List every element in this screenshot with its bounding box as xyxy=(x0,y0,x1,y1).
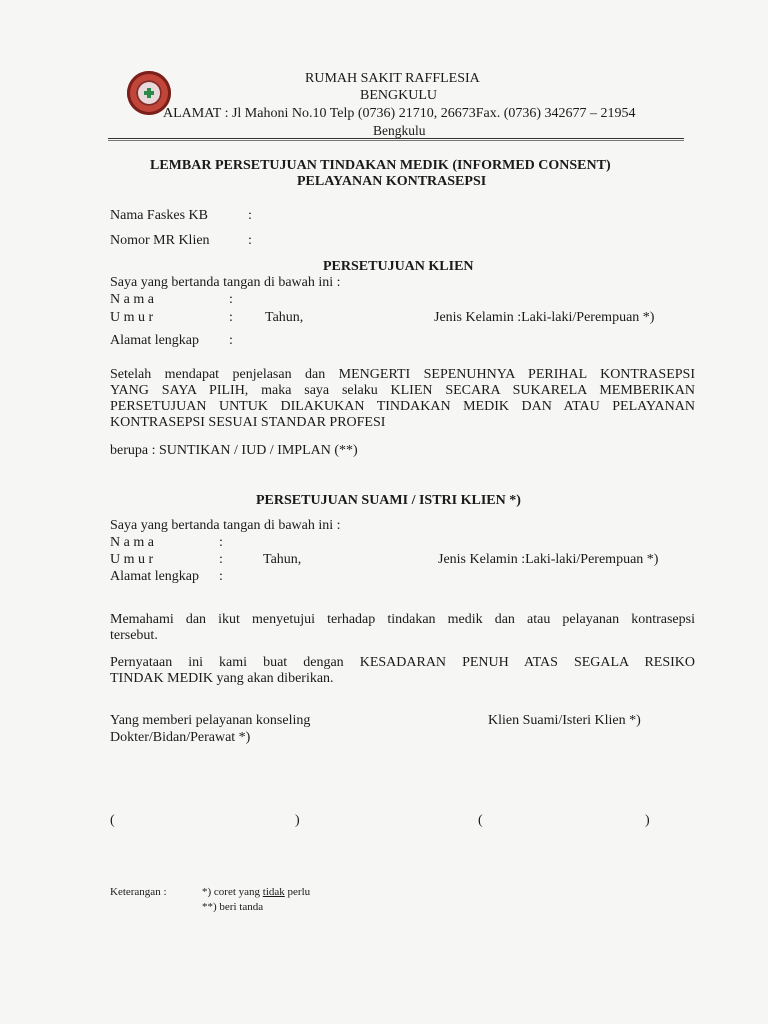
spouse-nama-colon: : xyxy=(219,535,223,550)
signature-left-title: Yang memberi pelayanan konseling xyxy=(110,713,311,728)
field-colon-faskes: : xyxy=(248,208,252,223)
note-1 xyxy=(202,886,310,898)
spouse-alamat-label: Alamat lengkap xyxy=(110,569,200,584)
note-1-underlined: tidak xyxy=(262,886,285,898)
notes-label: Keterangan : xyxy=(110,886,167,898)
spouse-statement-line: Pernyataan ini kami buat dengan KESADARAN PENUH ATAS SEGALA RESIKO xyxy=(110,655,695,670)
document-title: LEMBAR PERSETUJUAN TINDAKAN MEDIK (INFORMED CONSENT) xyxy=(150,158,611,173)
spouse-nama-label: N a m a xyxy=(110,535,154,550)
client-statement-line: PERSETUJUAN UNTUK DILAKUKAN TINDAKAN MEDIK DAN ATAU PELAYANAN xyxy=(110,399,695,414)
signature-left-role: Dokter/Bidan/Perawat *) xyxy=(110,730,251,745)
client-alamat-colon: : xyxy=(229,333,233,348)
header-divider-2 xyxy=(108,140,684,141)
client-nama-label: N a m a xyxy=(110,292,154,307)
signature-right-title: Klien Suami/Isteri Klien *) xyxy=(488,713,641,728)
spouse-statement xyxy=(110,655,695,687)
note-2: **) beri tanda xyxy=(202,901,264,913)
signature-right-close-paren: ) xyxy=(645,813,650,828)
spouse-umur-label: U m u r xyxy=(110,552,154,567)
spouse-tahun: Tahun, xyxy=(263,552,302,567)
hospital-city-2: Bengkulu xyxy=(373,123,426,138)
signature-left-open-paren: ( xyxy=(110,813,115,828)
document-subtitle: PELAYANAN KONTRASEPSI xyxy=(297,174,487,189)
spouse-jenis-kelamin: Jenis Kelamin :Laki-laki/Perempuan *) xyxy=(438,552,659,567)
spouse-understand-line: Memahami dan ikut menyetujui terhadap tindakan medik dan atau pelayanan kontrasepsi xyxy=(110,612,695,627)
signature-left-close-paren: ) xyxy=(295,813,300,828)
client-statement-line: Setelah mendapat penjelasan dan MENGERTI SEPENUHNYA PERIHAL KONTRASEPSI xyxy=(110,367,695,382)
spouse-statement-line: TINDAK MEDIK yang akan diberikan. xyxy=(110,671,334,686)
client-intro: Saya yang bertanda tangan di bawah ini : xyxy=(110,275,341,290)
client-statement-line: KONTRASEPSI SESUAI STANDAR PROFESI xyxy=(110,415,386,430)
client-alamat-label: Alamat lengkap xyxy=(110,333,200,348)
spouse-umur-colon: : xyxy=(219,552,223,567)
spouse-understand xyxy=(110,612,695,644)
spouse-intro: Saya yang bertanda tangan di bawah ini : xyxy=(110,518,341,533)
client-nama-colon: : xyxy=(229,292,233,307)
client-tahun: Tahun, xyxy=(265,310,304,325)
field-label-mr: Nomor MR Klien xyxy=(110,233,210,248)
hospital-name: RUMAH SAKIT RAFFLESIA xyxy=(305,71,480,86)
hospital-address: ALAMAT : Jl Mahoni No.10 Telp (0736) 21710, 26673Fax. (0736) 342677 – 21954 xyxy=(163,106,636,121)
spouse-section-heading: PERSETUJUAN SUAMI / ISTRI KLIEN *) xyxy=(256,493,521,508)
spouse-alamat-colon: : xyxy=(219,569,223,584)
spouse-understand-line: tersebut. xyxy=(110,628,158,643)
field-label-faskes: Nama Faskes KB xyxy=(110,208,208,223)
client-umur-label: U m u r xyxy=(110,310,154,325)
note-1-suffix: perlu xyxy=(284,886,311,898)
field-colon-mr: : xyxy=(248,233,252,248)
client-statement xyxy=(110,367,695,431)
hospital-city: BENGKULU xyxy=(360,88,437,103)
client-jenis-kelamin: Jenis Kelamin :Laki-laki/Perempuan *) xyxy=(434,310,655,325)
client-statement-line: YANG SAYA PILIH, maka saya selaku KLIEN SECARA SUKARELA MEMBERIKAN xyxy=(110,383,695,398)
signature-right-open-paren: ( xyxy=(478,813,483,828)
client-section-heading: PERSETUJUAN KLIEN xyxy=(323,259,474,274)
client-berupa: berupa : SUNTIKAN / IUD / IMPLAN (**) xyxy=(110,443,358,458)
client-umur-colon: : xyxy=(229,310,233,325)
note-1-prefix: *) coret yang xyxy=(202,886,263,898)
header-divider xyxy=(108,138,684,139)
